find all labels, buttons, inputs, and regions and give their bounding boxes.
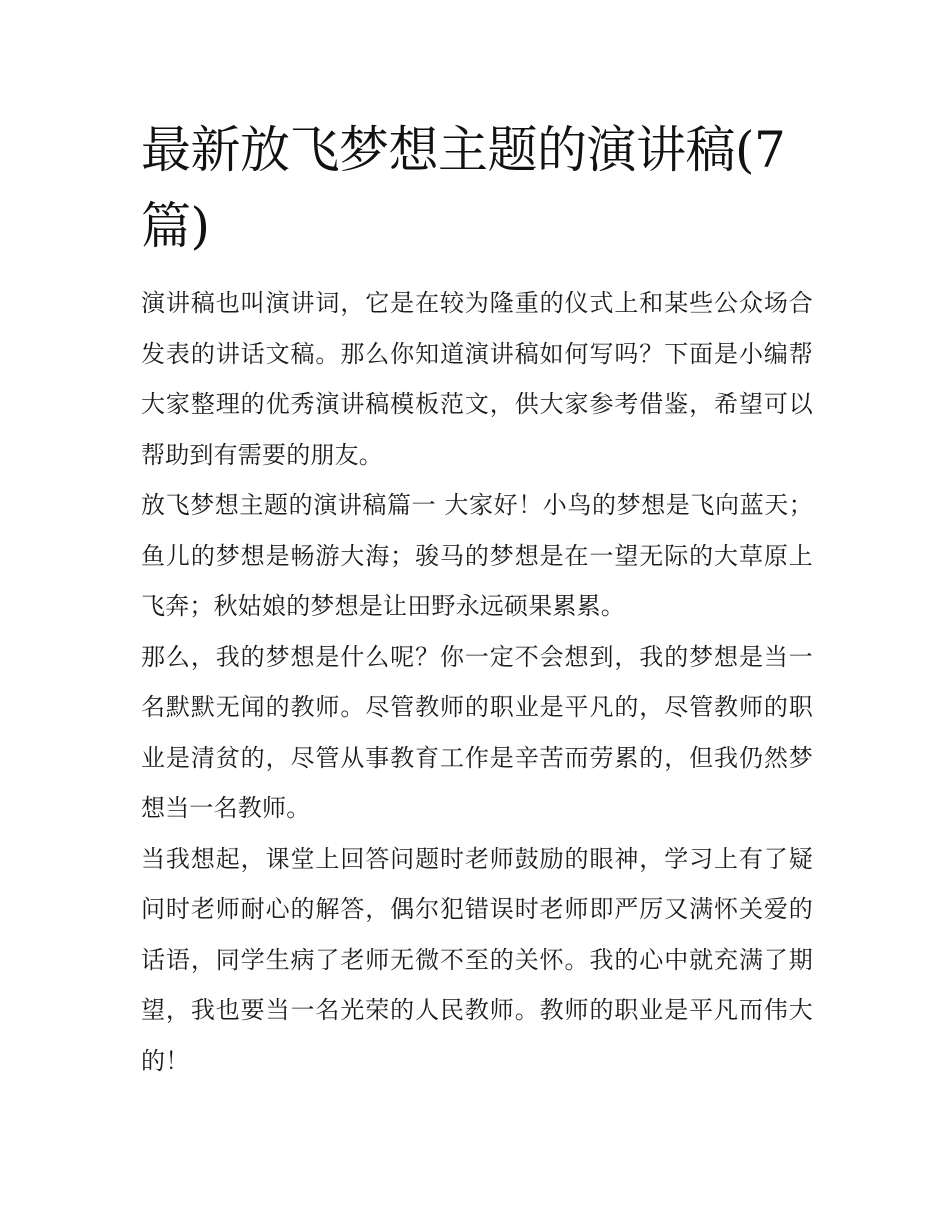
speech-paragraph-1: 放飞梦想主题的演讲稿篇一 大家好！小鸟的梦想是飞向蓝天；鱼儿的梦想是畅游大海；骏马的梦想是在一望无际的大草原上飞奔；秋姑娘的梦想是让田野永远硕果累累。 bbox=[141, 491, 813, 620]
document-title: 最新放飞梦想主题的演讲稿(7篇) bbox=[141, 121, 786, 255]
speech-paragraph-3: 当我想起，课堂上回答问题时老师鼓励的眼神，学习上有了疑问时老师耐心的解答，偶尔犯错误时老师即严厉又满怀关爱的话语，同学生病了老师无微不至的关怀。我的心中就充满了期望，我也要当一名光荣的人民教师。教师的职业是平凡而伟大的！ bbox=[141, 844, 813, 1075]
document-body bbox=[141, 112, 813, 1086]
intro-paragraph: 演讲稿也叫演讲词，它是在较为隆重的仪式上和某些公众场合发表的讲话文稿。那么你知道演讲稿如何写吗？下面是小编帮大家整理的优秀演讲稿模板范文，供大家参考借鉴，希望可以帮助到有需要的朋友。 bbox=[141, 289, 813, 469]
speech-paragraph-2: 那么，我的梦想是什么呢？你一定不会想到，我的梦想是当一名默默无闻的教师。尽管教师的职业是平凡的，尽管教师的职业是清贫的，尽管从事教育工作是辛苦而劳累的，但我仍然梦想当一名教师。 bbox=[141, 642, 813, 822]
